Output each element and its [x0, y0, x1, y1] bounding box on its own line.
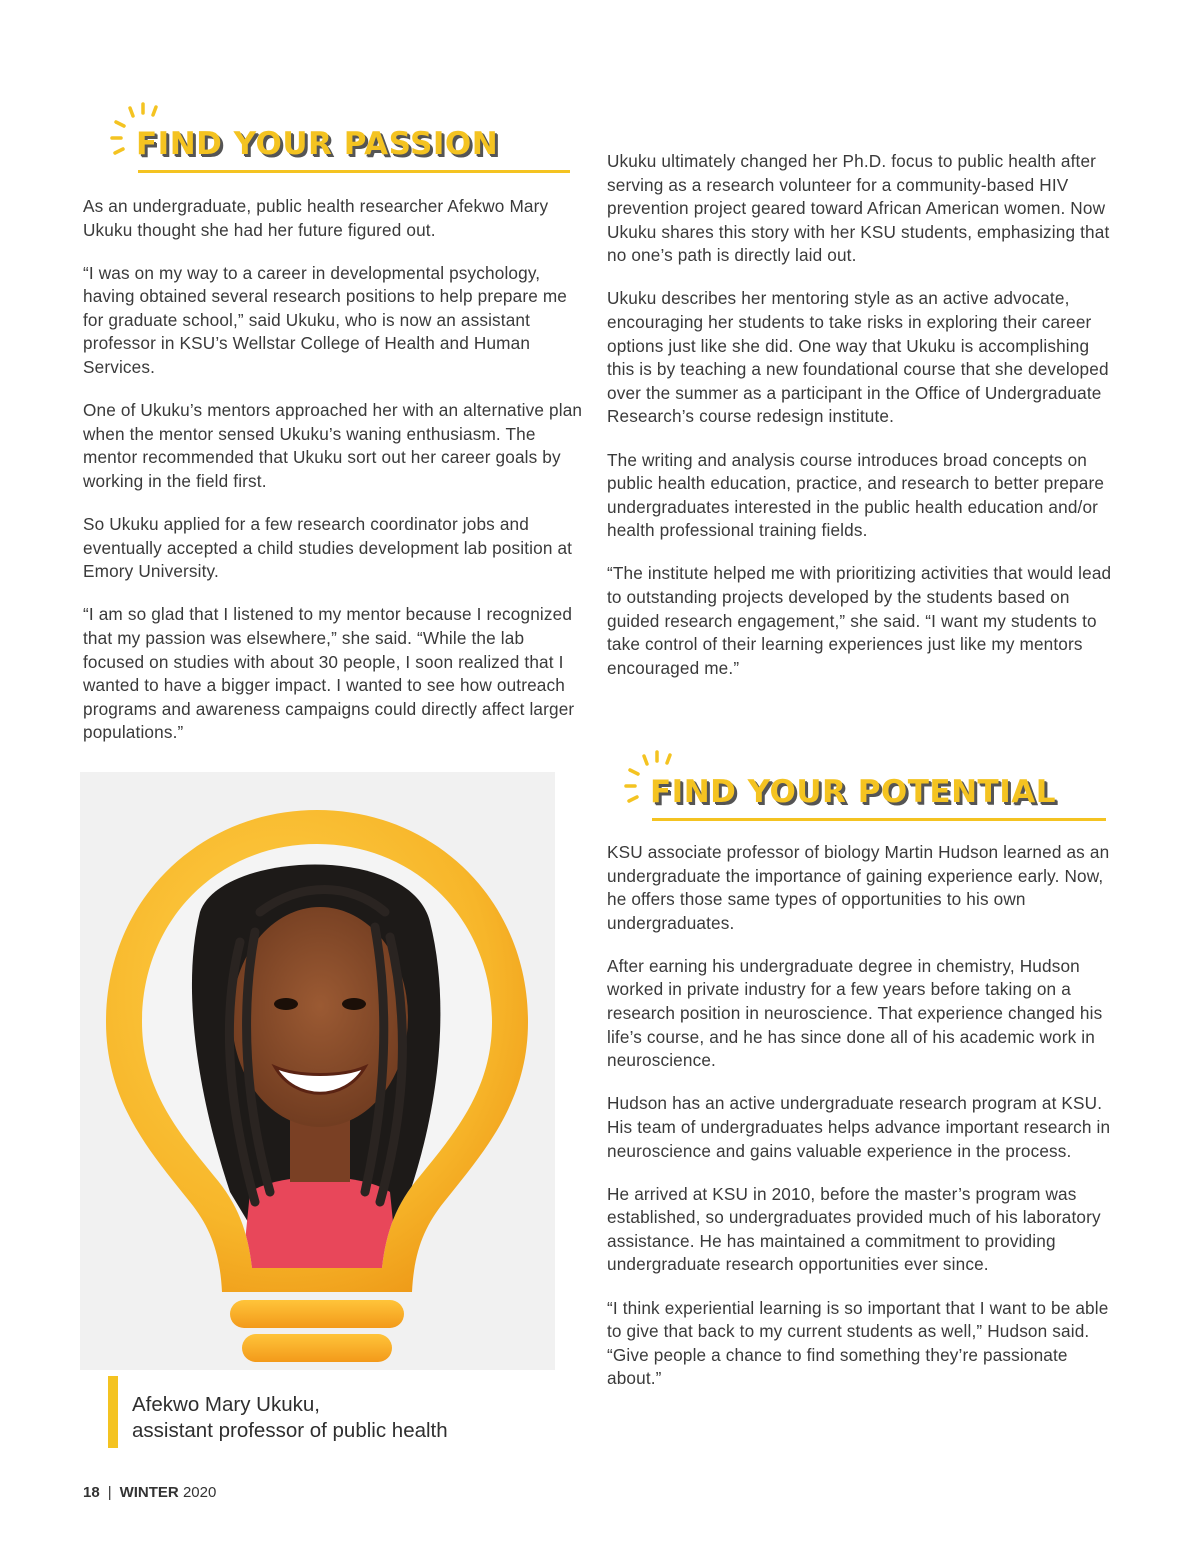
paragraph: “I think experiential learning is so important that I want to be able to give that back to my current students as well,” Hudson said. “Give people a chance to find something they’re passionate about.” [607, 1297, 1109, 1389]
right-column-bottom-text [607, 841, 1112, 1410]
caption-text [132, 1392, 448, 1444]
photo-caption [108, 1376, 548, 1448]
footer-separator: | [107, 1484, 112, 1501]
caption-name: Afekwo Mary Ukuku, [132, 1393, 320, 1416]
caption-accent-bar [108, 1376, 118, 1448]
heading-find-your-passion [108, 100, 578, 180]
right-column-top-text [607, 150, 1112, 700]
paragraph: The writing and analysis course introduces broad concepts on public health education, practice, and research to better prepare undergraduates interested in the public health education and/or health professional training fields. [607, 449, 1105, 541]
heading-underline [652, 818, 1106, 821]
paragraph: KSU associate professor of biology Martin Hudson learned as an undergraduate the importance of gaining experience early. Now, he offers those same types of opportunities to his own undergraduates. [607, 842, 1110, 933]
paragraph: Ukuku ultimately changed her Ph.D. focus to public health after serving as a research volunteer for a community-based HIV prevention project geared toward African American women. Now Ukuku shares this story with her KSU students, emphasizing that no one’s path is directly laid out. [607, 151, 1110, 266]
section-title: FIND YOUR POTENTIAL [650, 774, 1056, 810]
paragraph: Hudson has an active undergraduate research program at KSU. His team of undergraduates helps advance important research in neuroscience and gains valuable experience in the process. [607, 1093, 1111, 1161]
page-number: 18 [83, 1484, 100, 1501]
paragraph: One of Ukuku’s mentors approached her with an alternative plan when the mentor sensed Ukuku’s waning enthusiasm. The mentor recommended that Ukuku sort out her career goals by working in the field first. [83, 400, 583, 491]
paragraph: “The institute helped me with prioritizing activities that would lead to outstanding projects developed by the students based on guided research engagement,” she said. “I want my students to take control of their learning experiences just like my mentors encouraged me.” [607, 563, 1112, 678]
paragraph: “I was on my way to a career in developmental psychology, having obtained several research positions to help prepare me for graduate school,” said Ukuku, who is now an assistant professor in KSU’s Wellstar College of Health and Human Services. [83, 262, 568, 378]
portrait-photo [80, 772, 555, 1370]
issue-season: WINTER [119, 1484, 179, 1501]
paragraph: So Ukuku applied for a few research coordinator jobs and eventually accepted a child studies development lab position at Emory University. [83, 514, 573, 582]
lightbulb-portrait-illustration [80, 772, 555, 1370]
issue-year: 2020 [182, 1484, 217, 1501]
heading-underline [138, 170, 570, 173]
paragraph: “I am so glad that I listened to my mentor because I recognized that my passion was elsewhere,” she said. “While the lab focused on studies with about 30 people, I soon realized that I wanted to have a bigger impact. I wanted to see how outreach programs and awareness campaigns could directly affect larger populations.” [83, 604, 575, 743]
paragraph: He arrived at KSU in 2010, before the master’s program was established, so undergraduates provided much of his laboratory assistance. He has maintained a commitment to providing undergraduate research opportunities ever since. [607, 1183, 1101, 1275]
paragraph: After earning his undergraduate degree in chemistry, Hudson worked in private industry for a few years before taking on a research position in neuroscience. That experience changed his life’s course, and he has since done all of his academic work in neuroscience. [607, 955, 1103, 1071]
heading-find-your-potential [622, 748, 1112, 828]
paragraph: As an undergraduate, public health researcher Afekwo Mary Ukuku thought she had her future figured out. [83, 196, 549, 240]
left-column-text [83, 195, 583, 764]
caption-title: assistant professor of public health [132, 1419, 448, 1442]
page-footer [83, 1484, 216, 1501]
paragraph: Ukuku describes her mentoring style as an active advocate, encouraging her students to take risks in exploring their career options just like she did. One way that Ukuku is accomplishing this is by teaching a new foundational course that she developed over the summer as a participant in the Office of Undergraduate Research’s course redesign institute. [607, 288, 1109, 427]
section-title: FIND YOUR PASSION [136, 126, 499, 162]
